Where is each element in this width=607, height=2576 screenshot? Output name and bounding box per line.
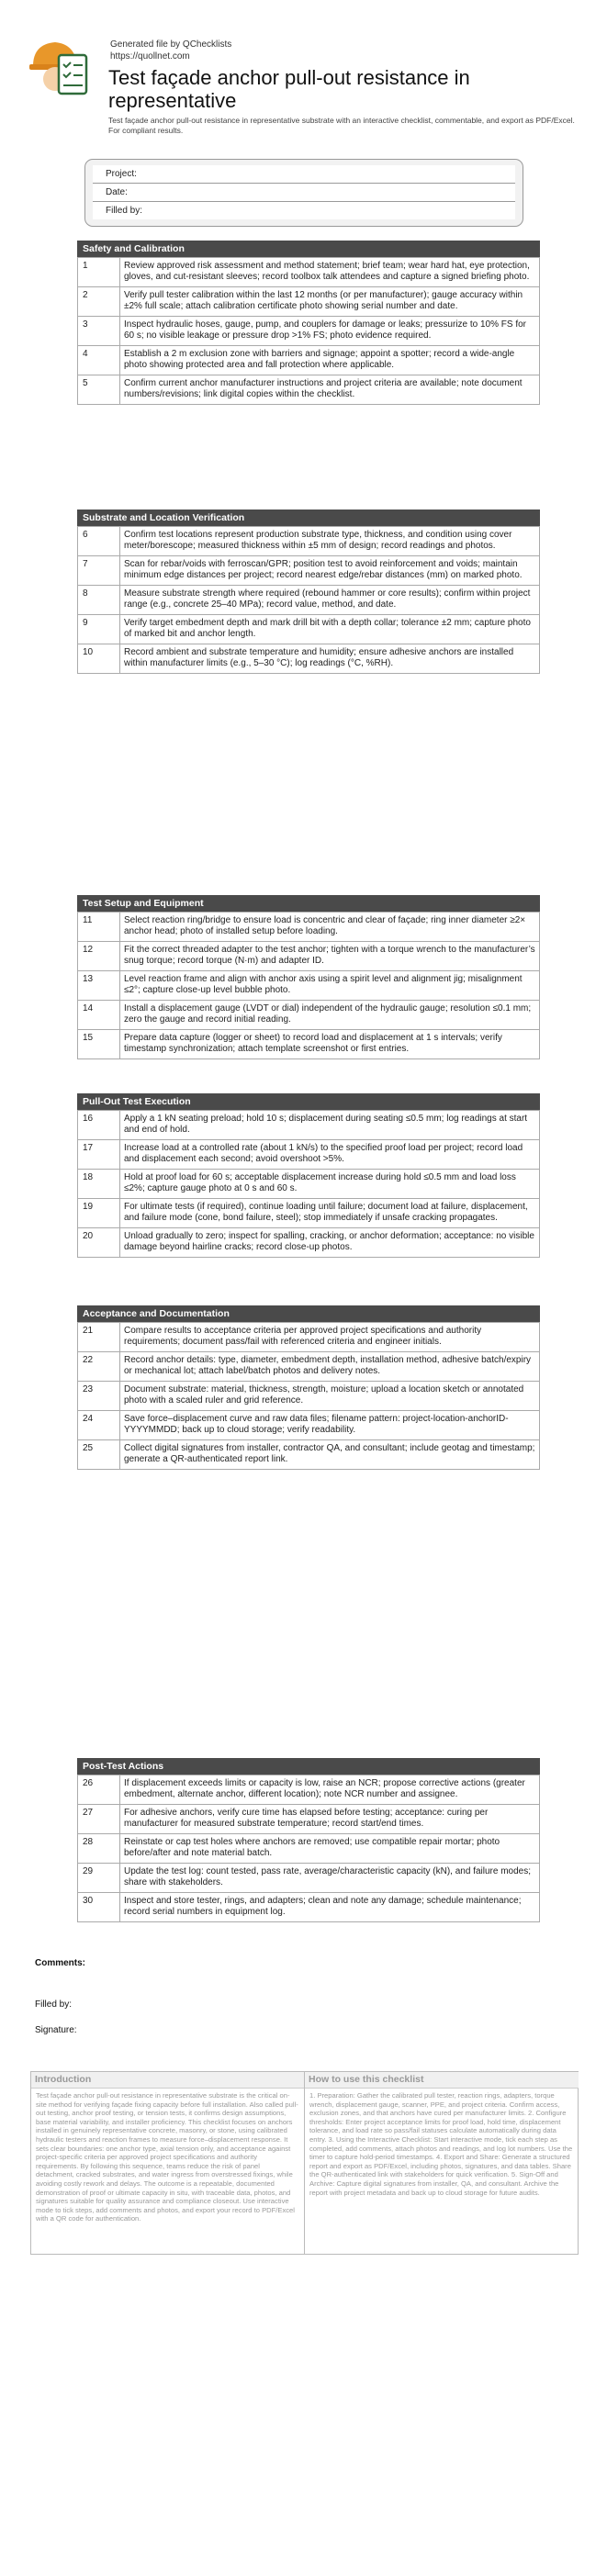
checklist-row[interactable] <box>78 1775 540 1805</box>
checklist-row[interactable] <box>78 1228 540 1258</box>
item-number: 29 <box>78 1864 120 1893</box>
checklist-row[interactable] <box>78 1382 540 1411</box>
item-text: Update the test log: count tested, pass rate, average/characteristic capacity (kN), and failure modes; share with stakeholders. <box>120 1864 540 1893</box>
item-text: Increase load at a controlled rate (about 1 kN/s) to the specified proof load per project; record load and displacement each second; avoid overshoot >5%. <box>120 1140 540 1170</box>
item-number: 9 <box>78 615 120 644</box>
checklist-table <box>77 526 540 674</box>
section-pull-out-execution <box>77 1093 540 1258</box>
checklist-row[interactable] <box>78 615 540 644</box>
item-number: 5 <box>78 375 120 405</box>
item-number: 21 <box>78 1323 120 1352</box>
checklist-row[interactable] <box>78 258 540 287</box>
section-safety-calibration <box>77 241 540 405</box>
item-number: 13 <box>78 971 120 1001</box>
item-number: 25 <box>78 1440 120 1470</box>
item-number: 14 <box>78 1001 120 1030</box>
filled-by-field[interactable]: Filled by: <box>93 202 515 219</box>
signature-label: Signature: <box>35 2025 77 2035</box>
generated-by-text <box>110 39 231 62</box>
how-to-use-text: 1. Preparation: Gather the calibrated pull tester, reaction rings, adapters, torque wrench, displacement gauge, scanner, PPE, and project criteria. Confirm access, exclusion zones, and that anchors have cured per manufacturer limits. 2. Configure thresholds: Enter project acceptance limits for proof load, hold time, displacement tolerance, and load rate so pass/fail statuses calculate automatically during data entry. 3. Using the Interactive Checklist: Start interactive mode, tick each step as completed, add comments, attach photos and readings, and log lot numbers. Use the timer to capture hold-period timestamps. 4. Export and Share: Generate a structured report and export as PDF/Excel, including photos, signatures, and data tables. Share the QR-authenticated link with stakeholders for quick verification. 5. Sign-Off and Archive: Capture digital signatures from installer, QA, and consultant. Archive the report with project metadata and back up to cloud storage for future audits. <box>309 2091 573 2197</box>
item-number: 28 <box>78 1834 120 1864</box>
item-text: Measure substrate strength where required (rebound hammer or core results); confirm within project range (e.g., concrete 25–40 MPa); record value, method, and date. <box>120 586 540 615</box>
section-header: Safety and Calibration <box>77 241 540 257</box>
checklist-row[interactable] <box>78 1323 540 1352</box>
item-text: Scan for rebar/voids with ferroscan/GPR; position test to avoid reinforcement and voids; maintain minimum edge distances per project; record nearest edge/rebar distances (mm) on marked photo. <box>120 556 540 586</box>
date-field[interactable]: Date: <box>93 184 515 202</box>
how-to-use-column <box>305 2072 579 2254</box>
item-number: 24 <box>78 1411 120 1440</box>
how-to-use-heading: How to use this checklist <box>305 2072 579 2089</box>
project-field[interactable]: Project: <box>93 165 515 184</box>
item-number: 27 <box>78 1805 120 1834</box>
page-subtitle: Test façade anchor pull-out resistance in representative substrate with an interactive checklist, commentable, and export as PDF/Excel. For compliant results. <box>108 116 575 135</box>
item-number: 17 <box>78 1140 120 1170</box>
item-text: Prepare data capture (logger or sheet) to record load and displacement at 1 s intervals; verify timestamp synchronization; attach template screenshot or first entries. <box>120 1030 540 1059</box>
section-post-test-actions <box>77 1758 540 1922</box>
checklist-row[interactable] <box>78 913 540 942</box>
item-text: Inspect hydraulic hoses, gauge, pump, and couplers for damage or leaks; pressurize to 10% FS for 60 s; no visible leakage or pressure drop >1% FS; photo evidence required. <box>120 317 540 346</box>
project-meta-box <box>84 159 523 227</box>
item-number: 8 <box>78 586 120 615</box>
page-title: Test façade anchor pull-out resistance in representative <box>108 66 470 112</box>
item-text: Document substrate: material, thickness, strength, moisture; upload a location sketch or annotated photo with a scaled ruler and grid reference. <box>120 1382 540 1411</box>
checklist-row[interactable] <box>78 1805 540 1834</box>
checklist-row[interactable] <box>78 1170 540 1199</box>
checklist-row[interactable] <box>78 1001 540 1030</box>
item-text: Record ambient and substrate temperature and humidity; ensure adhesive anchors are installed within manufacturer limits (e.g., 5–30 °C); log readings (°C, %RH). <box>120 644 540 674</box>
item-text: Fit the correct threaded adapter to the test anchor; tighten with a torque wrench to the manufacturer’s snug torque; record torque (N·m) and adapter ID. <box>120 942 540 971</box>
item-text: Reinstate or cap test holes where anchors are removed; use compatible repair mortar; photo before/after and note material batch. <box>120 1834 540 1864</box>
checklist-row[interactable] <box>78 1893 540 1922</box>
item-number: 30 <box>78 1893 120 1922</box>
item-number: 1 <box>78 258 120 287</box>
item-number: 11 <box>78 913 120 942</box>
introduction-text: Test façade anchor pull-out resistance in representative substrate is the critical on-site method for verifying façade fixing capacity before full installation. Also called pull-out testing, anchor proof testing, or tension tests, it confirms design assumptions, base material variability, and installer proficiency. This checklist focuses on anchors installed in genuinely representative concrete, masonry, or stone, using calibrated hydraulic testers and reaction frames to measure force–displacement response. It sets clear boundaries: one anchor type, axial tension only, and acceptance against project-specific criteria per approved project specifications and authority requirements. By following this sequence, teams reduce the risk of panel detachment, cracked substrates, and water ingress from overstressed fixings, while avoiding costly rework and delays. The outcome is a repeatable, documented demonstration of proof or ultimate capacity in situ, with traceable data, photos, and signatures suitable for quality assurance and compliance closeout. Use interactive mode to tick steps, add comments and photos, and export your record to PDF/Excel with a QR code for authentication. <box>36 2091 298 2223</box>
item-number: 2 <box>78 287 120 317</box>
item-number: 20 <box>78 1228 120 1258</box>
item-text: Verify pull tester calibration within the last 12 months (or per manufacturer); gauge accuracy within ±2% full scale; attach calibration certificate photo showing serial number and date. <box>120 287 540 317</box>
item-number: 3 <box>78 317 120 346</box>
checklist-row[interactable] <box>78 287 540 317</box>
item-number: 23 <box>78 1382 120 1411</box>
item-number: 16 <box>78 1111 120 1140</box>
checklist-table <box>77 912 540 1059</box>
checklist-row[interactable] <box>78 1199 540 1228</box>
intro-panel <box>30 2071 579 2255</box>
section-substrate-location <box>77 510 540 674</box>
section-header: Substrate and Location Verification <box>77 510 540 526</box>
checklist-row[interactable] <box>78 375 540 405</box>
section-header: Post-Test Actions <box>77 1758 540 1775</box>
checklist-row[interactable] <box>78 527 540 556</box>
item-text: Establish a 2 m exclusion zone with barriers and signage; appoint a spotter; record a wide-angle photo showing protected area and fall protection where applicable. <box>120 346 540 375</box>
item-text: If displacement exceeds limits or capacity is low, raise an NCR; propose corrective actions (greater embedment, alternate anchor, different location); note NCR number and assignee. <box>120 1775 540 1805</box>
item-number: 22 <box>78 1352 120 1382</box>
item-number: 4 <box>78 346 120 375</box>
item-text: Compare results to acceptance criteria per approved project specifications and authority requirements; document pass/fail with referenced criteria and engineer initials. <box>120 1323 540 1352</box>
checklist-table <box>77 1322 540 1470</box>
item-number: 18 <box>78 1170 120 1199</box>
item-text: Record anchor details: type, diameter, embedment depth, installation method, adhesive batch/expiry or mechanical lot; attach label/batch photos and delivery notes. <box>120 1352 540 1382</box>
quollnet-logo-icon <box>28 35 92 99</box>
checklist-row[interactable] <box>78 1864 540 1893</box>
checklist-row[interactable] <box>78 556 540 586</box>
checklist-row[interactable] <box>78 1352 540 1382</box>
item-text: Save force–displacement curve and raw data files; filename pattern: project-location-anchorID-YYYYMMDD; back up to cloud storage; verify readability. <box>120 1411 540 1440</box>
checklist-row[interactable] <box>78 942 540 971</box>
item-number: 12 <box>78 942 120 971</box>
checklist-row[interactable] <box>78 971 540 1001</box>
checklist-table <box>77 1110 540 1258</box>
checklist-table <box>77 257 540 405</box>
item-text: For ultimate tests (if required), continue loading until failure; document load at failure, displacement, and failure mode (cone, bond failure, steel); stop immediately if unsafe cracking propagates. <box>120 1199 540 1228</box>
checklist-table <box>77 1775 540 1922</box>
item-text: Install a displacement gauge (LVDT or dial) independent of the hydraulic gauge; resolution ≤0.1 mm; zero the gauge and record initial reading. <box>120 1001 540 1030</box>
item-text: Select reaction ring/bridge to ensure load is concentric and clear of façade; ring inner diameter ≥2× anchor head; photo of installed setup before loading. <box>120 913 540 942</box>
item-number: 7 <box>78 556 120 586</box>
item-number: 10 <box>78 644 120 674</box>
checklist-row[interactable] <box>78 1834 540 1864</box>
checklist-row[interactable] <box>78 1030 540 1059</box>
item-text: Hold at proof load for 60 s; acceptable displacement increase during hold ≤0.5 mm and load loss ≤2%; capture gauge photo at 0 s and 60 s. <box>120 1170 540 1199</box>
item-text: Confirm test locations represent production substrate type, thickness, and condition using cover meter/borescope; measured thickness within ±5 mm of design; record readings and photos. <box>120 527 540 556</box>
item-text: Unload gradually to zero; inspect for spalling, cracking, or anchor deformation; acceptance: no visible damage beyond hairline cracks; record close-up photos. <box>120 1228 540 1258</box>
item-number: 6 <box>78 527 120 556</box>
checklist-row[interactable] <box>78 1440 540 1470</box>
checklist-row[interactable] <box>78 1411 540 1440</box>
item-text: Apply a 1 kN seating preload; hold 10 s; displacement during seating ≤0.5 mm; log readings at start and end of hold. <box>120 1111 540 1140</box>
section-header: Acceptance and Documentation <box>77 1305 540 1322</box>
checklist-row[interactable] <box>78 346 540 375</box>
introduction-column <box>31 2072 305 2254</box>
section-acceptance-documentation <box>77 1305 540 1470</box>
item-text: Review approved risk assessment and method statement; brief team; wear hard hat, eye protection, gloves, and cut-resistant sleeves; record toolbox talk attendees and capture a signed briefing photo. <box>120 258 540 287</box>
item-text: Verify target embedment depth and mark drill bit with a depth collar; tolerance ±2 mm; capture photo of marked bit and anchor length. <box>120 615 540 644</box>
section-test-setup <box>77 895 540 1059</box>
generator-label: Generated file by QChecklists <box>110 39 232 50</box>
section-header: Pull-Out Test Execution <box>77 1093 540 1110</box>
item-text: Collect digital signatures from installer, contractor QA, and consultant; include geotag and timestamp; generate a QR-authenticated report link. <box>120 1440 540 1470</box>
item-text: Level reaction frame and align with anchor axis using a spirit level and alignment jig; misalignment ≤2°; capture close-up level bubble photo. <box>120 971 540 1001</box>
checklist-row[interactable] <box>78 317 540 346</box>
item-number: 19 <box>78 1199 120 1228</box>
checklist-row[interactable] <box>78 644 540 674</box>
section-header: Test Setup and Equipment <box>77 895 540 912</box>
item-number: 26 <box>78 1775 120 1805</box>
item-text: Inspect and store tester, rings, and adapters; clean and note any damage; schedule maintenance; record serial numbers in equipment log. <box>120 1893 540 1922</box>
comments-label: Comments: <box>35 1958 86 1968</box>
item-text: Confirm current anchor manufacturer instructions and project criteria are available; note document numbers/revisions; link digital copies within the checklist. <box>120 375 540 405</box>
item-text: For adhesive anchors, verify cure time has elapsed before testing; acceptance: curing per manufacturer for measured substrate temperature; record start/end times. <box>120 1805 540 1834</box>
introduction-heading: Introduction <box>31 2072 304 2089</box>
checklist-row[interactable] <box>78 1111 540 1140</box>
checklist-row[interactable] <box>78 1140 540 1170</box>
checklist-row[interactable] <box>78 586 540 615</box>
generator-url[interactable]: https://quollnet.com <box>110 51 190 62</box>
filled-by-label: Filled by: <box>35 1999 73 2010</box>
item-number: 15 <box>78 1030 120 1059</box>
